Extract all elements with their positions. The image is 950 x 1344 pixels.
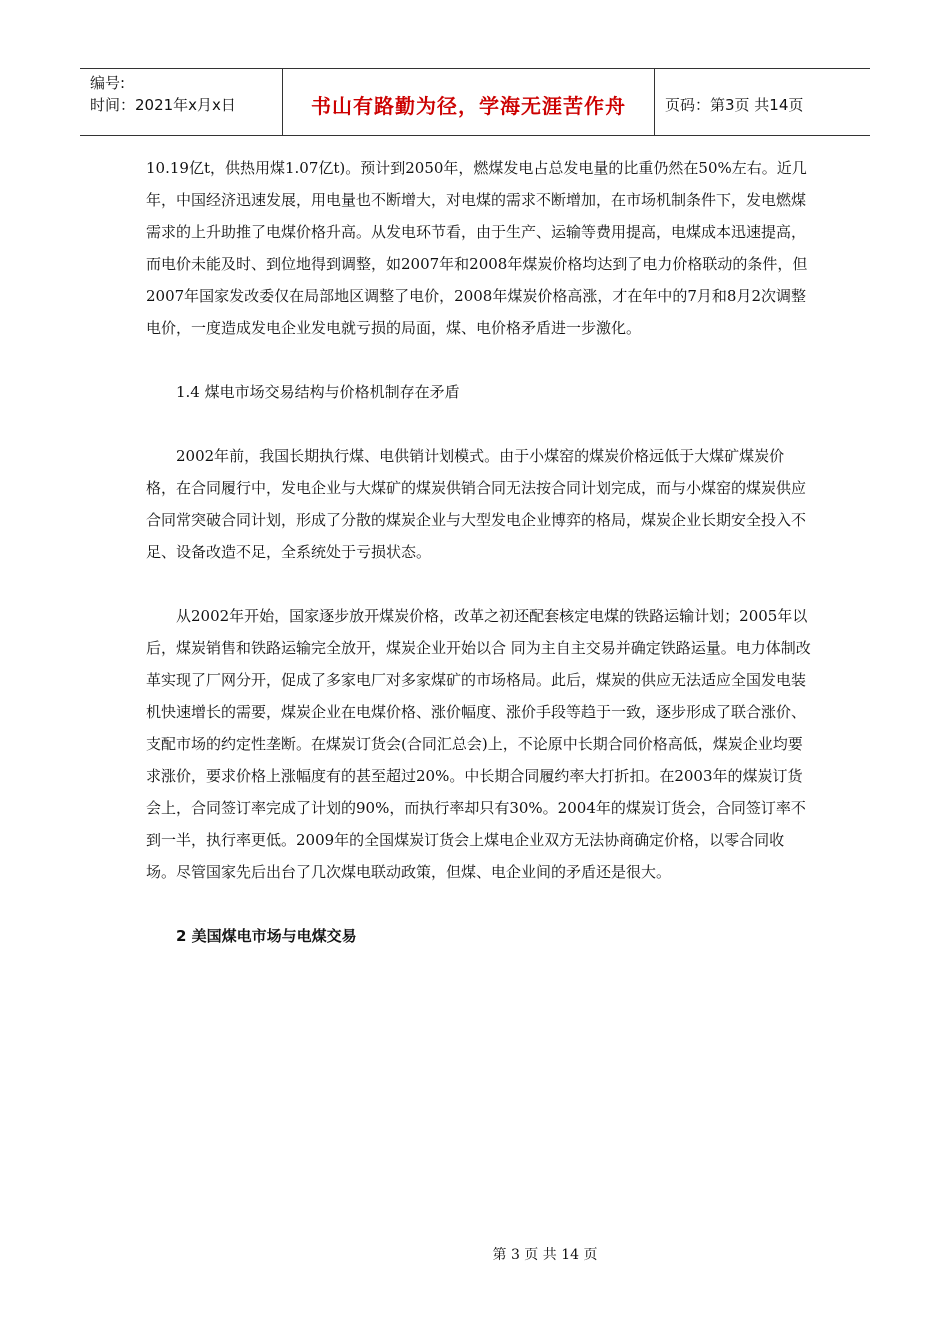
body-paragraph-3: 从2002年开始，国家逐步放开煤炭价格，改革之初还配套核定电煤的铁路运输计划；2005年以后，煤炭销售和铁路运输完全放开，煤炭企业开始以合 同为主自主交易并确定铁路运量。电力体制改革实现了厂网分开，促成了多家电厂对多家煤矿的市场格局。此后，煤炭的供应无法适应全国发电装机快速增长的需要，煤炭企业在电煤价格、涨价幅度、涨价手段等趋于一致，逐步形成了联合涨价、支配市场的约定性垄断。在煤炭订货会(合同汇总会)上，不论原中长期合同价格高低，煤炭企业均要求涨价，要求价格上涨幅度有的甚至超过20%。中长期合同履约率大打折扣。在2003年的煤炭订货会上，合同签订率完成了计划的90%，而执行率却只有30%。2004年的煤炭订货会，合同签订率不到一半，执行率更低。2009年的全国煤炭订货会上煤电企业双方无法协商确定价格，以零合同收场。尽管国家先后出台了几次煤电联动政策，但煤、电企业间的矛盾还是很大。 bbox=[146, 607, 811, 881]
header-page-info: 页码：第3页 共14页 bbox=[665, 95, 804, 114]
document-number-label: 编号: bbox=[90, 74, 126, 92]
document-time-label: 时间：2021年x月x日 bbox=[90, 96, 236, 114]
section-heading-1-4: 1.4 煤电市场交易结构与价格机制存在矛盾 bbox=[176, 383, 460, 401]
body-paragraph-2: 2002年前，我国长期执行煤、电供销计划模式。由于小煤窑的煤炭价格远低于大煤矿煤炭价格，在合同履行中，发电企业与大煤矿的煤炭供销合同无法按合同计划完成，而与小煤窑的煤炭供应合同常突破合同计划，形成了分散的煤炭企业与大型发电企业博弈的格局，煤炭企业长期安全投入不足、设备改造不足，全系统处于亏损状态。 bbox=[146, 447, 807, 561]
section-heading-2: 2 美国煤电市场与电煤交易 bbox=[176, 927, 357, 945]
page-header bbox=[80, 68, 870, 136]
header-meta bbox=[80, 69, 283, 135]
header-motto: 书山有路勤为径，学海无涯苦作舟 bbox=[283, 69, 655, 135]
body-paragraph-1: 10.19亿t，供热用煤1.07亿t)。预计到2050年，燃煤发电占总发电量的比重仍然在50%左右。近几年，中国经济迅速发展，用电量也不断增大，对电煤的需求不断增加，在市场机制条件下，发电燃煤需求的上升助推了电煤价格升高。从发电环节看，由于生产、运输等费用提高，电煤成本迅速提高，而电价未能及时、到位地得到调整，如2007年和2008年煤炭价格均达到了电力价格联动的条件，但2007年国家发改委仅在局部地区调整了电价，2008年煤炭价格高涨，才在年中的7月和8月2次调整电价，一度造成发电企业发电就亏损的局面，煤、电价格矛盾进一步激化。 bbox=[146, 159, 808, 337]
document-body bbox=[146, 152, 814, 952]
page-footer: 第 3 页 共 14 页 bbox=[492, 1247, 598, 1263]
